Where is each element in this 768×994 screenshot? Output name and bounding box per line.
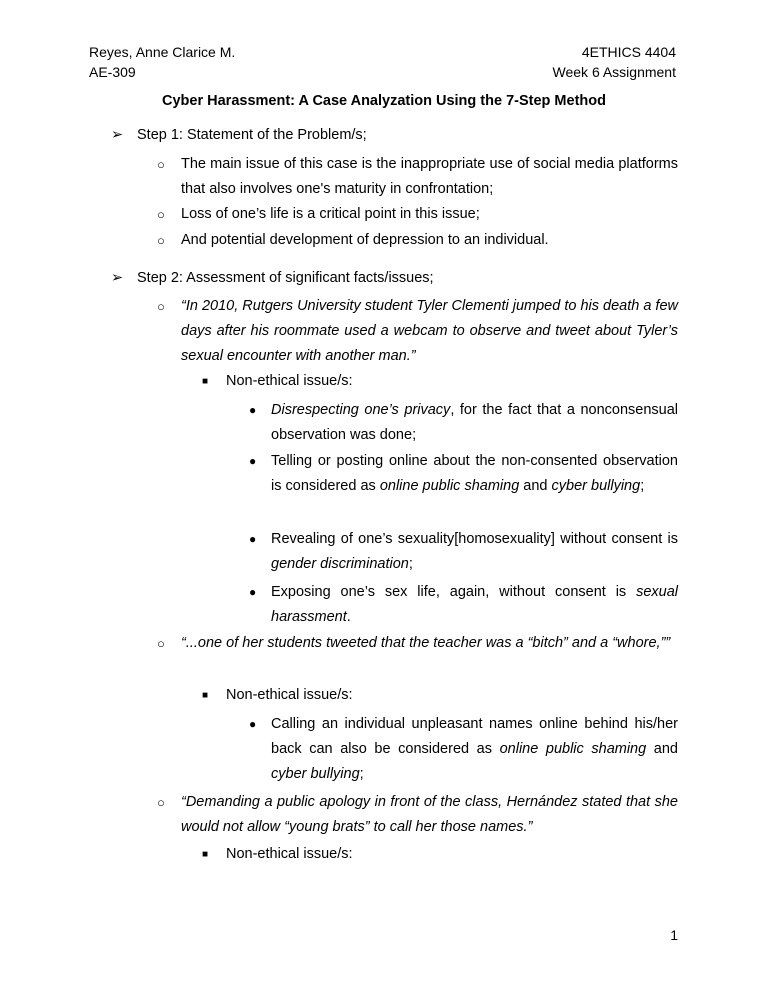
nonethical-label: Non-ethical issue/s: bbox=[226, 373, 353, 389]
nonethical-heading bbox=[202, 369, 678, 394]
circle-bullet-icon: ○ bbox=[157, 233, 165, 248]
quote-text: “...one of her students tweeted that the teacher was a “bitch” and a “whore,”” bbox=[181, 635, 671, 651]
issue-emphasis: cyber bullying bbox=[271, 766, 360, 782]
dot-bullet-icon: ● bbox=[249, 454, 257, 468]
quote-item bbox=[157, 790, 678, 840]
page-number: 1 bbox=[670, 927, 678, 943]
issue-text: ; bbox=[408, 556, 413, 572]
section-code: AE-309 bbox=[89, 64, 136, 80]
step-2-heading bbox=[111, 268, 434, 288]
quote-text: “Demanding a public apology in front of the class, Hernández stated that she would not allow “young brats” to call her those names.” bbox=[181, 794, 678, 835]
circle-bullet-icon: ○ bbox=[157, 299, 165, 314]
issue-bullet bbox=[249, 449, 678, 499]
issue-text: Exposing one’s sex life, again, without consent is bbox=[271, 584, 637, 600]
issue-emphasis: sexual harassment bbox=[271, 584, 678, 625]
quote-item bbox=[157, 631, 678, 656]
issue-text: and bbox=[646, 741, 678, 757]
issue-bullet bbox=[249, 580, 678, 630]
nonethical-heading bbox=[202, 683, 678, 708]
step-1-item bbox=[157, 228, 678, 253]
arrow-bullet-icon: ➢ bbox=[111, 127, 124, 143]
document-title: Cyber Harassment: A Case Analyzation Using the 7-Step Method bbox=[162, 93, 606, 109]
circle-bullet-icon: ○ bbox=[157, 636, 165, 651]
nonethical-label: Non-ethical issue/s: bbox=[226, 846, 353, 862]
issue-text: ; bbox=[359, 766, 364, 782]
step-1-item-text: And potential development of depression to an individual. bbox=[181, 232, 549, 248]
step-1-item bbox=[157, 202, 678, 227]
issue-emphasis: online public shaming bbox=[379, 478, 520, 494]
nonethical-label: Non-ethical issue/s: bbox=[226, 687, 353, 703]
step-2-label: Step 2: Assessment of significant facts/issues; bbox=[137, 270, 434, 286]
issue-text: ; bbox=[640, 478, 645, 494]
quote-item bbox=[157, 294, 678, 369]
nonethical-heading bbox=[202, 842, 678, 867]
author-name: Reyes, Anne Clarice M. bbox=[89, 44, 236, 60]
square-bullet-icon: ■ bbox=[202, 849, 209, 860]
step-1-item bbox=[157, 152, 678, 202]
step-1-label: Step 1: Statement of the Problem/s; bbox=[137, 127, 367, 143]
issue-emphasis: online public shaming bbox=[499, 741, 647, 757]
dot-bullet-icon: ● bbox=[249, 717, 257, 731]
step-1-item-text: Loss of one’s life is a critical point in this issue; bbox=[181, 206, 480, 222]
issue-emphasis: gender discrimination bbox=[271, 556, 409, 572]
dot-bullet-icon: ● bbox=[249, 403, 257, 417]
issue-text: Revealing of one’s sexuality[homosexuality] without consent is bbox=[271, 531, 678, 547]
issue-emphasis: cyber bullying bbox=[551, 478, 641, 494]
step-1-heading bbox=[111, 125, 367, 145]
course-code: 4ETHICS 4404 bbox=[581, 44, 676, 60]
dot-bullet-icon: ● bbox=[249, 532, 257, 546]
circle-bullet-icon: ○ bbox=[157, 157, 165, 172]
circle-bullet-icon: ○ bbox=[157, 207, 165, 222]
square-bullet-icon: ■ bbox=[202, 376, 209, 387]
issue-bullet bbox=[249, 712, 678, 787]
issue-bullet bbox=[249, 527, 678, 577]
dot-bullet-icon: ● bbox=[249, 585, 257, 599]
issue-text: . bbox=[346, 609, 351, 625]
square-bullet-icon: ■ bbox=[202, 690, 209, 701]
issue-bullet bbox=[249, 398, 678, 448]
arrow-bullet-icon: ➢ bbox=[111, 270, 124, 286]
issue-text: , for the fact that a nonconsensual observation was done; bbox=[271, 402, 678, 443]
issue-emphasis: Disrespecting one’s privacy bbox=[271, 402, 451, 418]
quote-text: “In 2010, Rutgers University student Tyler Clementi jumped to his death a few days after his roommate used a webcam to observe and tweet about Tyler’s sexual encounter with another man.” bbox=[181, 298, 678, 364]
circle-bullet-icon: ○ bbox=[157, 795, 165, 810]
issue-text: and bbox=[519, 478, 552, 494]
step-1-item-text: The main issue of this case is the inappropriate use of social media platforms that also involves one's maturity in confrontation; bbox=[181, 156, 678, 197]
issue-text: Calling an individual unpleasant names online behind his/her back can also be considered as bbox=[271, 716, 678, 757]
issue-text: Telling or posting online about the non-consented observation is considered as bbox=[271, 453, 678, 494]
assignment-label: Week 6 Assignment bbox=[552, 64, 676, 80]
